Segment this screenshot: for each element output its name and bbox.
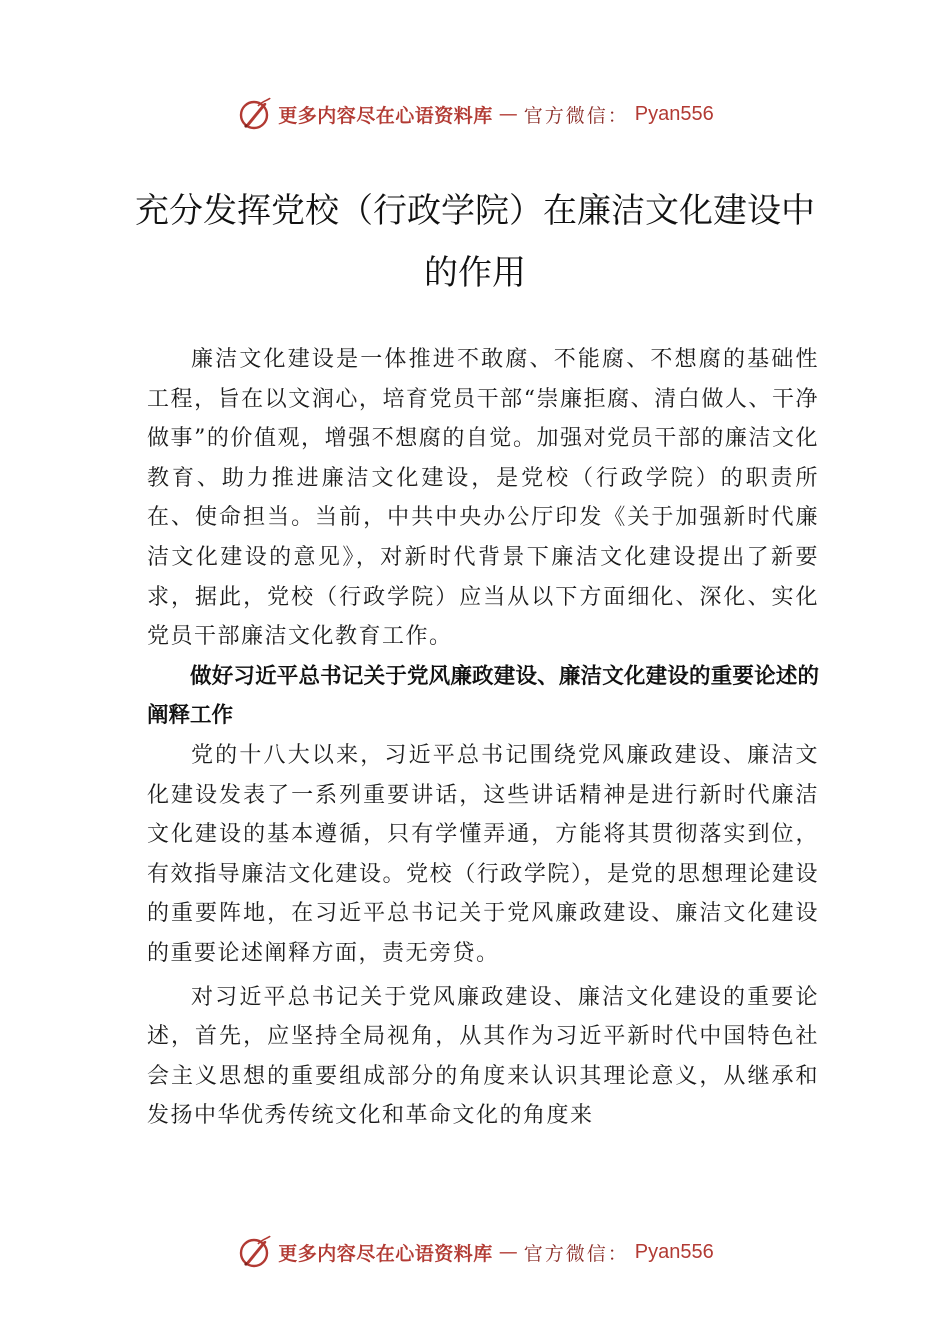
document-body: [147, 340, 819, 1136]
body-paragraph: 廉洁文化建设是一体推进不敢腐、不能腐、不想腐的基础性工程，旨在以文润心，培育党员干部“崇廉拒腐、清白做人、干净做事”的价值观，增强不想腐的自觉。加强对党员干部的廉洁文化教育、助力推进廉洁文化建设，是党校（行政学院）的职责所在、使命担当。当前，中共中央办公厅印发《关于加强新时代廉洁文化建设的意见》，对新时代背景下廉洁文化建设提出了新要求，据此，党校（行政学院）应当从以下方面细化、深化、实化党员干部廉洁文化教育工作。: [147, 347, 819, 650]
banner-wechat-label: 官方微信：: [523, 104, 629, 127]
banner-separator: —: [498, 1241, 518, 1263]
document-title: 充分发挥党校（行政学院）在廉洁文化建设中的作用: [135, 191, 815, 293]
section-heading: 做好习近平总书记关于党风廉政建设、廉洁文化建设的重要论述的阐释工作: [147, 663, 819, 729]
banner-slogan: 更多内容尽在心语资料库: [278, 104, 493, 127]
banner-wechat-label: 官方微信：: [523, 1242, 629, 1265]
footer-watermark-banner: [0, 1228, 950, 1276]
body-paragraph: 对习近平总书记关于党风廉政建设、廉洁文化建设的重要论述，首先，应坚持全局视角，从其作为习近平新时代中国特色社会主义思想的重要组成部分的角度来认识其理论意义，从继承和发扬中华优秀传统文化和革命文化的角度来: [147, 984, 819, 1129]
body-paragraph: 党的十八大以来，习近平总书记围绕党风廉政建设、廉洁文化建设发表了一系列重要讲话，这些讲话精神是进行新时代廉洁文化建设的基本遵循，只有学懂弄通，方能将其贯彻落实到位，有效指导廉洁文化建设。党校（行政学院），是党的思想理论建设的重要阵地，在习近平总书记关于党风廉政建设、廉洁文化建设的重要论述阐释方面，责无旁贷。: [147, 742, 819, 966]
quill-pen-logo-icon: [236, 96, 272, 132]
banner-wechat-id: Pyan556: [634, 102, 714, 125]
quill-pen-logo-icon: [236, 1234, 272, 1270]
banner-slogan: 更多内容尽在心语资料库: [278, 1242, 493, 1265]
banner-separator: —: [498, 103, 518, 125]
header-watermark-banner: [0, 90, 950, 138]
banner-wechat-id: Pyan556: [634, 1240, 714, 1263]
